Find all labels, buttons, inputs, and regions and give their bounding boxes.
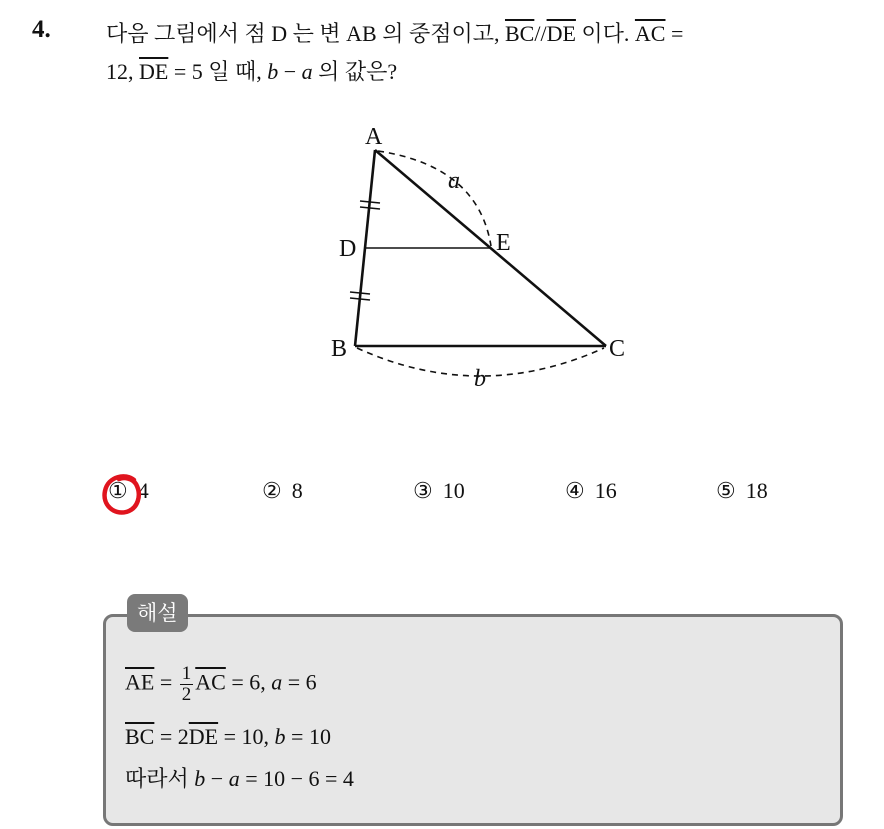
question-prefix: 다음 그림에서 점 D 는 변 AB 의 중점이고, [106,21,505,46]
choice-1-mark: ① [108,478,128,503]
sol-segment-ae: $\overline{AE}$ [125,669,155,695]
segment-ac: $\overline{AC}$ [634,21,666,46]
sol-value-ae: = 6, [225,669,272,695]
parallel-symbol: // [534,21,547,46]
sol-segment-ac: $\overline{AC}$ [195,669,226,695]
variable-a: a [301,59,313,84]
choice-2[interactable] [262,478,303,504]
segment-de: $\overline{DE}$ [139,59,169,84]
question-text-line2 [106,55,397,86]
solution-line-2 [125,724,331,750]
label-length-a: a [448,168,460,194]
question-mid: 이다. [575,21,635,46]
sol-segment-de: $\overline{DE}$ [188,724,219,749]
choice-5[interactable] [716,478,768,504]
sol-value-a: = 6 [282,669,317,695]
sol-segment-bc: $\overline{BC}$ [125,724,155,749]
variable-b: b [267,59,279,84]
answer-circle-mark [100,471,148,519]
choice-1-value: 4 [137,478,149,503]
segment-de: $\overline{DE}$ [546,21,576,46]
triangle-figure [320,118,640,408]
fraction-one-half [180,664,194,705]
label-length-b: b [474,366,486,392]
label-c-vertex: C [609,336,626,362]
label-d-point: D [339,236,357,262]
value-ac: 12, [106,59,139,84]
question-ask: 의 값은? [312,59,398,84]
solution-tab-label: 해설 [127,594,188,632]
choice-4-value: 16 [594,478,617,503]
choice-5-mark: ⑤ [716,478,736,503]
choice-4[interactable] [565,478,617,504]
question-number: 4. [32,16,51,43]
fraction-denominator: 2 [181,683,192,705]
choice-2-value: 8 [291,478,303,503]
label-e-point: E [496,230,511,256]
question-text-line1 [106,17,683,48]
choice-4-mark: ④ [565,478,585,503]
sol-equals: = [154,669,178,695]
question-eq: = [665,21,684,46]
sol-final-answer: = 10 − 6 = 4 [239,766,354,791]
choice-2-mark: ② [262,478,282,503]
sol-variable-b2: b [194,766,206,791]
choice-3-mark: ③ [413,478,433,503]
sol-minus: − [205,766,229,791]
choice-3-value: 10 [442,478,465,503]
label-a-vertex: A [365,124,383,150]
sol-therefore: 따라서 [125,766,195,791]
solution-box [103,614,843,826]
sol-value-b: = 10 [285,724,331,749]
sol-variable-a: a [271,669,283,695]
label-b-vertex: B [331,336,348,362]
sol-value-bc: = 10, [218,724,275,749]
sol-equals-two: = 2 [154,724,189,749]
fraction-numerator: 1 [181,663,192,684]
solution-line-1 [125,664,317,705]
choice-3[interactable] [413,478,465,504]
choice-5-value: 18 [745,478,768,503]
sol-variable-b: b [274,724,286,749]
segment-bc: $\overline{BC}$ [504,21,535,46]
sol-variable-a2: a [228,766,240,791]
solution-line-3 [125,762,354,793]
minus-sign: − [278,59,302,84]
question-condition: = 5 일 때, [168,59,268,84]
